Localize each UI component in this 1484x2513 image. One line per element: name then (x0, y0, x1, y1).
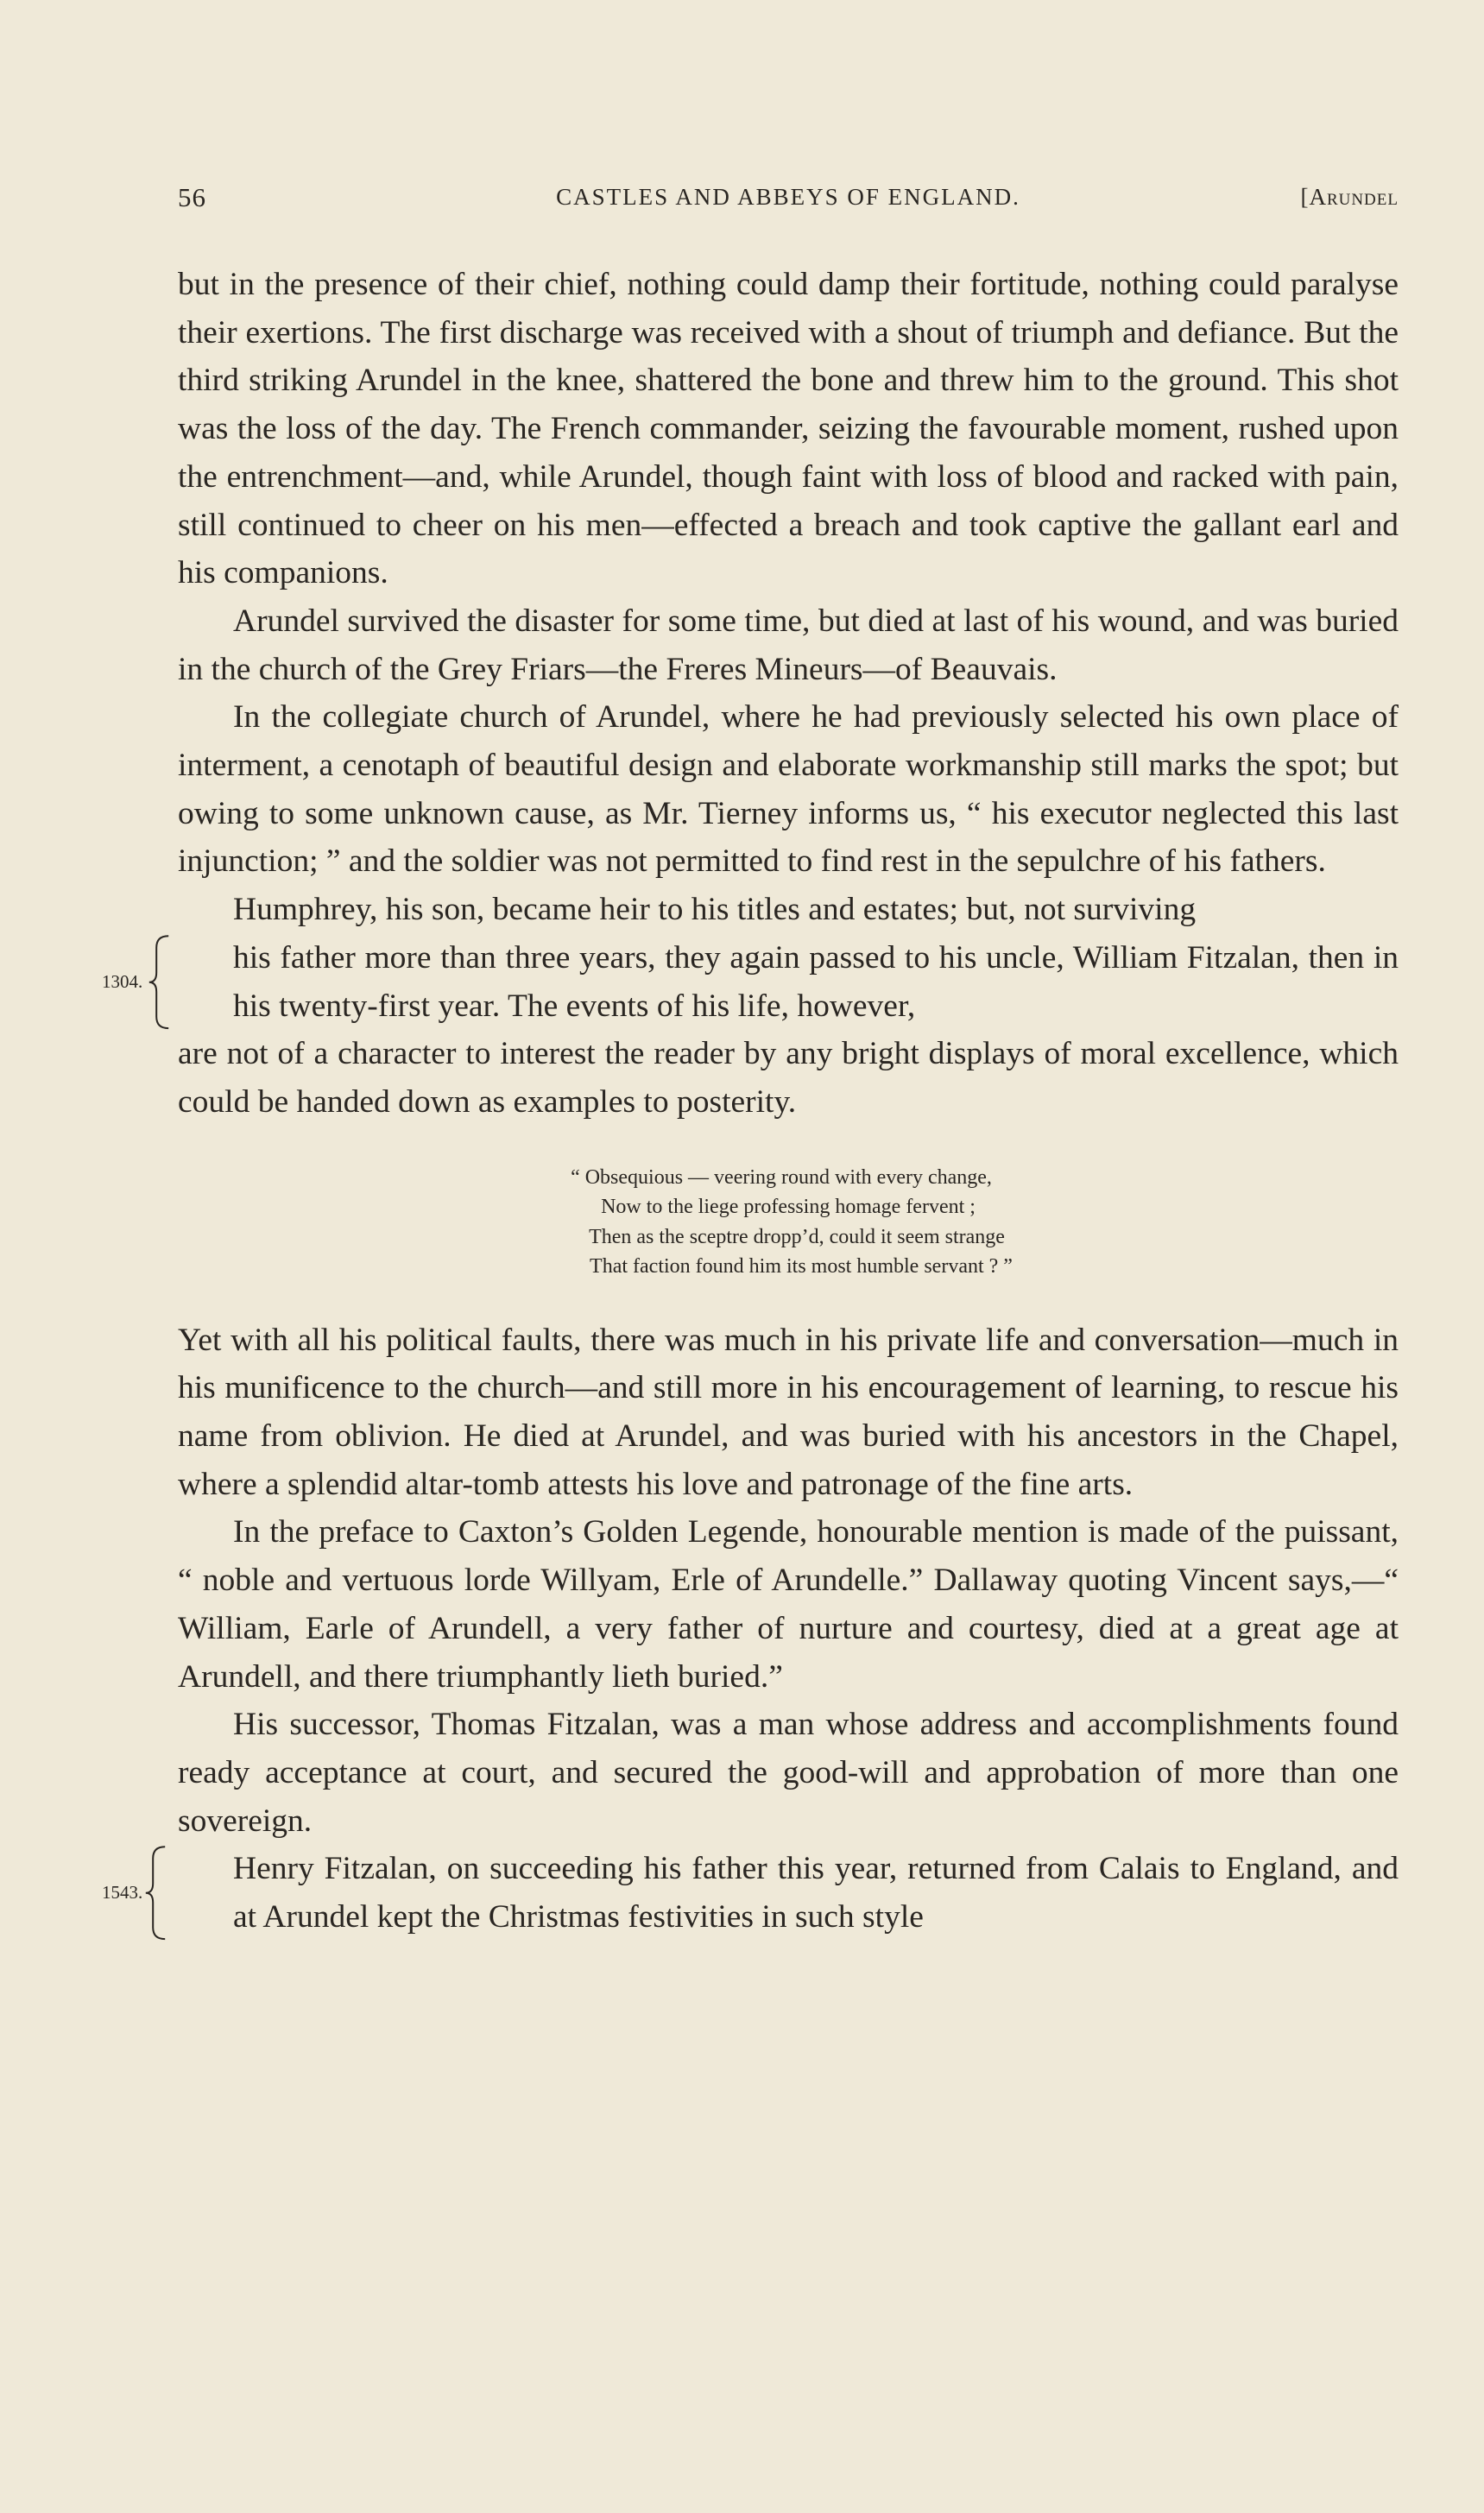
paragraph-4-rest: are not of a character to interest the reader by any bright displays of moral excellence, which could be handed down as examples to posterity. (178, 1036, 1399, 1120)
dated-passage-1304 (102, 934, 1399, 1030)
verse-line: That faction found him its most humble servant ? ” (590, 1255, 1013, 1279)
paragraph-4-dated: his father more than three years, they again passed to his uncle, William Fitzalan, then in his twenty-first year. The events of his life, however, (233, 939, 1399, 1024)
paragraph-4-lead: Humphrey, his son, became heir to his titles and estates; but, not surviving (233, 892, 1197, 928)
paragraph-2: Arundel survived the disaster for some time, but died at last of his wound, and was buried in the church of the Grey Friars—the Freres Mineurs—of Beauvais. (178, 603, 1399, 687)
paragraph-3: In the collegiate church of Arundel, where he had previously selected his own place of interment, a cenotaph of beautiful design and elaborate workmanship still marks the spot; but owing to some unknown cause, as Mr. Tierney informs us, “ his executor neglected this last injunction; ” and the soldier was not permitted to find rest in the sepulchre of his fathers. (178, 699, 1399, 880)
brace-icon (147, 934, 171, 1030)
paragraph-6: In the preface to Caxton’s Golden Legende, honourable mention is made of the puissant, “ noble and vertuous lorde Willyam, Erle of Arundelle.” Dallaway quoting Vincent says,—“ William, Earle of Arundell, a very father of nurture and courtesy, died at a great age at Arundell, and there triumphantly lieth buried.” (178, 1514, 1399, 1695)
verse-line: “ Obsequious — veering round with every change, (571, 1165, 992, 1189)
paragraph-5: Yet with all his political faults, there was much in his private life and conversation—much in his munificence to the church—and still more in his encouragement of learning, to rescue his name from oblivion. He died at Arundel, and was buried with his ancestors in the Chapel, where a splendid altar-tomb attests his love and patronage of the fine arts. (178, 1322, 1399, 1502)
margin-date-1543: 1543. (102, 1882, 143, 1904)
dated-passage-1543 (102, 1845, 1399, 1941)
brace-icon (143, 1845, 167, 1941)
section-tag: [Arundel (1300, 184, 1399, 210)
verse-quotation (178, 1163, 1399, 1282)
paragraph-7: His successor, Thomas Fitzalan, was a man whose address and accomplishments found ready acceptance at court, and secured the good-will and approbation of more than one sovereign. (178, 1707, 1399, 1839)
page-header (178, 182, 1399, 217)
verse-line: Then as the sceptre dropp’d, could it seem strange (589, 1225, 1005, 1248)
body-text (102, 261, 1399, 1942)
margin-date-1304: 1304. (102, 970, 143, 992)
page-number: 56 (178, 182, 206, 212)
paragraph-8: Henry Fitzalan, on succeeding his father this year, returned from Calais to England, and at Arundel kept the Christmas festivities in such style (233, 1851, 1399, 1935)
running-title: CASTLES AND ABBEYS OF ENGLAND. (556, 184, 1020, 210)
paragraph-1: but in the presence of their chief, nothing could damp their fortitude, nothing could paralyse their exertions. The first discharge was received with a shout of triumph and defiance. But the third striking Arundel in the knee, shattered the bone and threw him to the ground. This shot was the loss of the day. The French commander, seizing the favourable moment, rushed upon the entrenchment—and, while Arundel, though faint with loss of blood and racked with pain, still continued to cheer on his men—effected a breach and took captive the gallant earl and his companions. (178, 267, 1399, 591)
verse-line: Now to the liege professing homage fervent ; (601, 1196, 976, 1219)
